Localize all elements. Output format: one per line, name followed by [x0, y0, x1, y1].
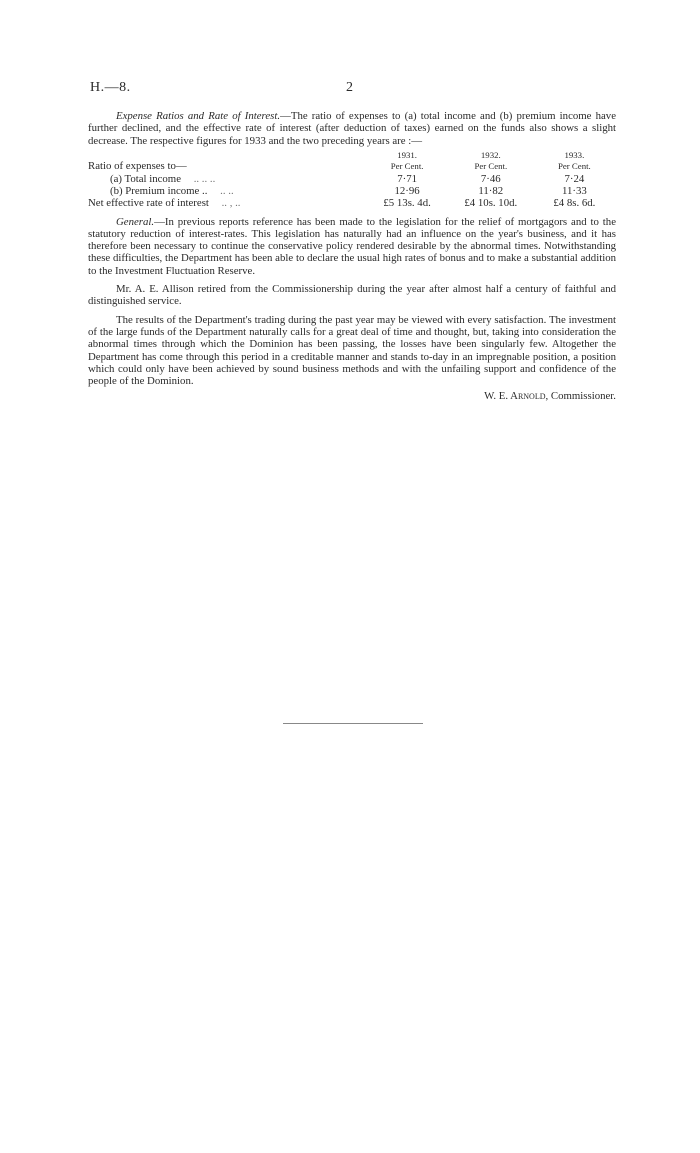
table-row [88, 185, 616, 197]
cell-total-1932: 7·46 [480, 172, 501, 185]
expense-text: —The ratio of expenses to (a) total income and (b) premium income have further declined, and the effective rate of interest (after deduction of taxes) earned on the funds also shows a slight decrease. The respective figures for 1933 and the two preceding years are :— [88, 110, 617, 147]
general-heading: General. [116, 215, 155, 228]
expense-paragraph [88, 110, 616, 147]
ratio-table [88, 151, 616, 210]
general-text: —In previous reports reference has been made to the legislation for the relief of mortgagors and to the statutory reduction of interest-rates. This legislation has naturally had an influence on the year's business, and it has therefore been necessary to continue the conservative policy rendered desirable by the abnormal times. Notwithstanding these difficulties, the Department has been able to declare the usual high rates of bonus and to make a substantial addition to the Investment Fluctuation Reserve. [88, 215, 616, 277]
leader-dots: .. .. .. [193, 172, 216, 185]
cell-premium-1931: 12·96 [394, 184, 420, 197]
results-paragraph: The results of the Department's trading during the past year may be viewed with every satisfaction. The investment of the large funds of the Department naturally calls for a great deal of time and thought, but, taking into consideration the abnormal times through which the Dominion has been passing, the losses have been singularly few. Altogether the Department has come through this period in a creditable manner and stands to-day in an impregnable position, a position which could only have been achieved by sound business methods and with the unfailing support and confidence of the people of the Dominion. [88, 313, 616, 388]
cell-total-1933: 7·24 [564, 172, 585, 185]
table-row [88, 197, 616, 209]
unit-1932: Per Cent. [474, 161, 508, 172]
ratio-intro-label: Ratio of expenses to— [88, 160, 187, 173]
leader-dots: .. .. [220, 184, 234, 197]
leader-dots: .. , .. [221, 197, 241, 210]
cell-rate-1931: £5 13s. 4d. [383, 197, 431, 210]
table-row [88, 173, 616, 185]
allison-paragraph: Mr. A. E. Allison retired from the Commissionership during the year after almost half a century of faithful and distinguished service. [88, 283, 616, 308]
closing-rule [283, 723, 423, 724]
year-1932: 1932. [480, 149, 501, 160]
cell-total-1931: 7·71 [397, 172, 417, 185]
unit-1933: Per Cent. [558, 161, 591, 172]
cell-rate-1932: £4 10s. 10d. [464, 197, 518, 210]
table-year-row [88, 151, 616, 161]
cell-premium-1933: 11·33 [561, 184, 587, 197]
cell-rate-1933: £4 8s. 6d. [553, 197, 596, 210]
table-unit-row [88, 160, 616, 172]
row-label-net-rate: Net effective rate of interest [88, 197, 209, 210]
unit-1931: Per Cent. [390, 161, 424, 172]
signature-title: Commissioner. [550, 390, 616, 403]
general-paragraph [88, 216, 616, 277]
signature-name: W. E. Arnold, [484, 390, 549, 403]
page-number: 2 [346, 80, 353, 95]
page-reference: H.—8. [90, 80, 131, 95]
document-body [88, 110, 616, 403]
expense-heading: Expense Ratios and Rate of Interest. [116, 110, 281, 122]
row-label-total-income: (a) Total income [110, 172, 181, 185]
year-1931: 1931. [397, 149, 417, 160]
year-1933: 1933. [564, 149, 585, 160]
row-label-premium-income: (b) Premium income .. [110, 184, 208, 197]
cell-premium-1932: 11·82 [478, 184, 504, 197]
signature-line [88, 390, 616, 402]
